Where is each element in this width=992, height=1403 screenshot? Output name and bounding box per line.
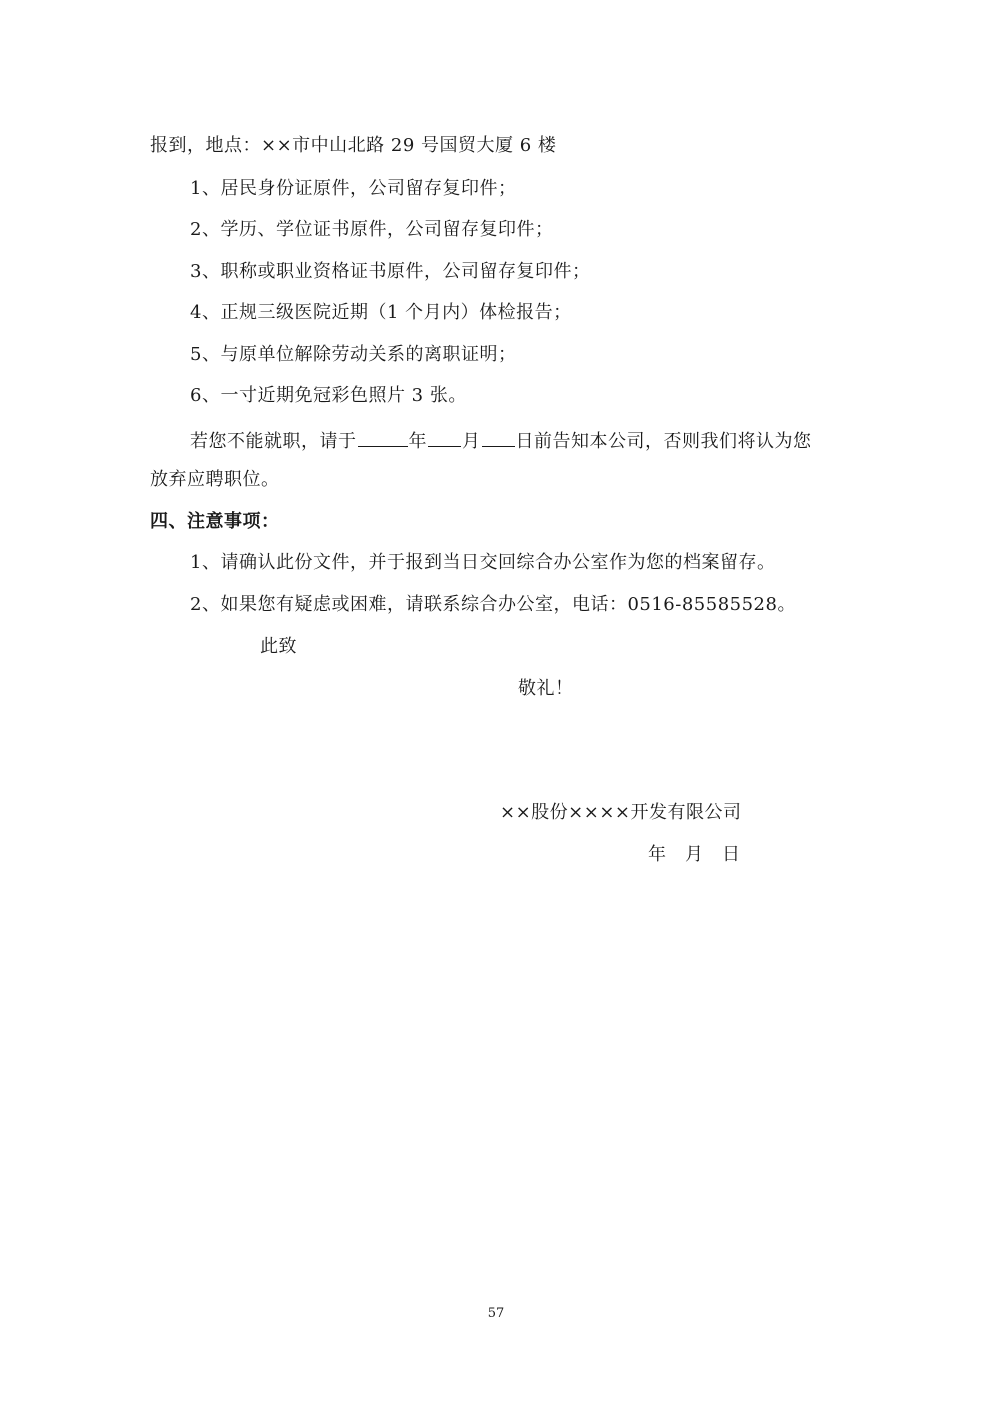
closing-regards: 敬礼！ [518,678,574,699]
year-blank [358,426,408,447]
material-item-5: 5、与原单位解除劳动关系的离职证明； [190,344,517,365]
closing-salutation: 此致 [260,636,297,657]
deadline-suffix: 日前告知本公司，否则我们将认为您 [515,431,812,452]
signature-date-line: 年 月 日 [648,844,741,865]
material-item-1: 1、居民身份证原件，公司留存复印件； [190,178,517,199]
deadline-paragraph [190,426,812,454]
company-name: ××股份××××开发有限公司 [500,802,742,823]
deadline-prefix: 若您不能就职，请于 [190,431,357,452]
deadline-year-unit: 年 [408,431,427,452]
page-number: 57 [487,1306,505,1321]
report-location-line: 报到，地点：××市中山北路 29 号国贸大厦 6 楼 [150,135,557,156]
deadline-continuation: 放弃应聘职位。 [150,469,280,490]
note-item-2: 2、如果您有疑虑或困难，请联系综合办公室，电话：0516-85585528。 [190,594,796,615]
material-item-3: 3、职称或职业资格证书原件，公司留存复印件； [190,261,591,282]
material-item-2: 2、学历、学位证书原件，公司留存复印件； [190,219,554,240]
material-item-6: 6、一寸近期免冠彩色照片 3 张。 [190,385,467,406]
note-item-1: 1、请确认此份文件，并于报到当日交回综合办公室作为您的档案留存。 [190,552,776,573]
notes-heading: 四、注意事项： [150,511,280,532]
material-item-4: 4、正规三级医院近期（1 个月内）体检报告； [190,302,572,323]
month-blank [428,426,461,447]
deadline-month-unit: 月 [462,431,481,452]
day-blank [482,426,515,447]
